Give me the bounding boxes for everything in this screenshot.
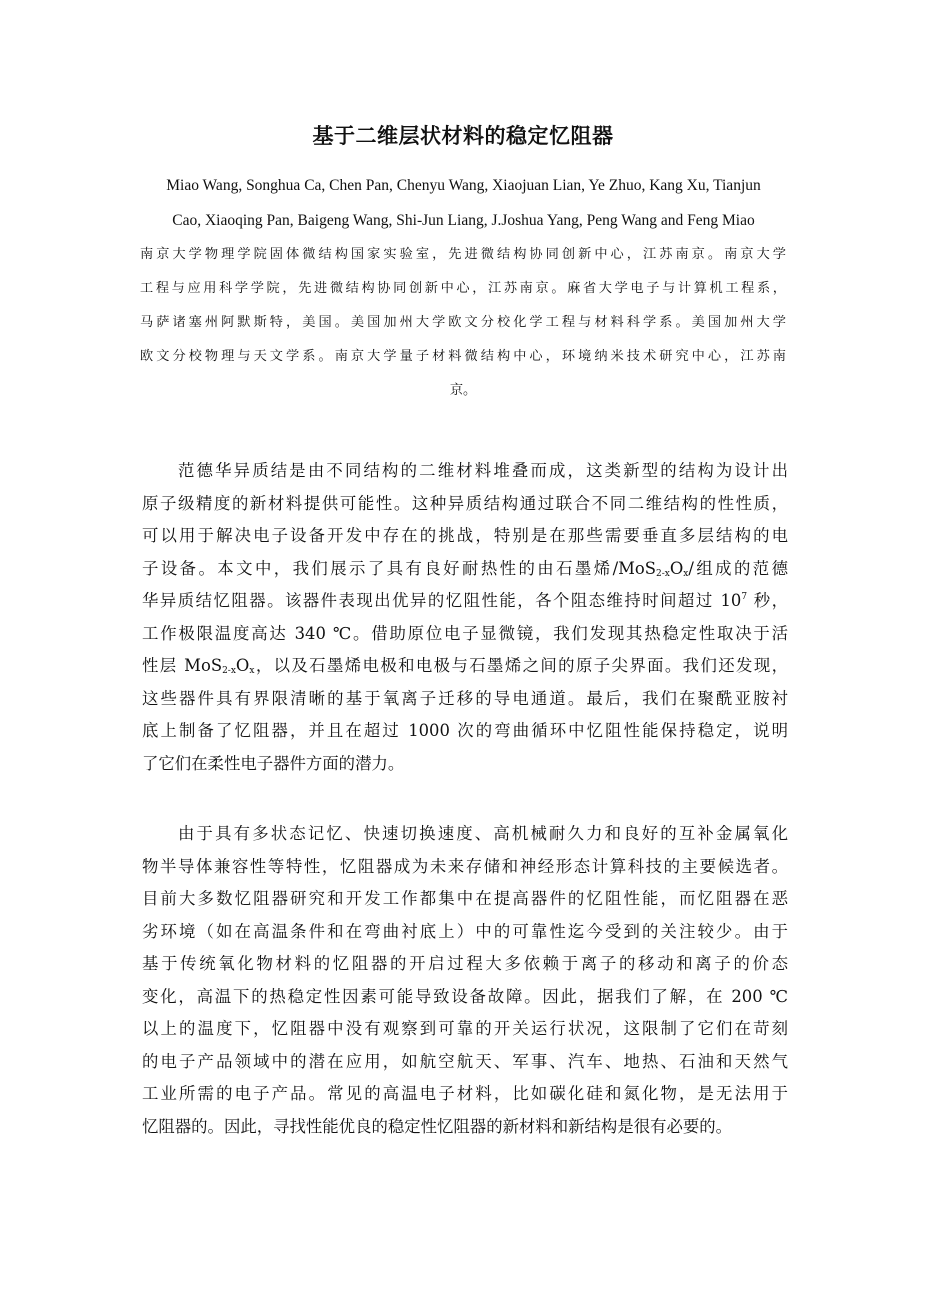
text-run: 华异质结忆阻器。该器件表现出优异的忆阻性能，各个阻态维持时间超过 10 <box>142 591 742 610</box>
paragraph-line: 原子级精度的新材料提供可能性。这种异质结构通过联合不同二维结构的性性质， <box>142 493 788 513</box>
subscript: x <box>683 568 689 579</box>
paragraph-line: 劣环境（如在高温条件和在弯曲衬底上）中的可靠性迄今受到的关注较少。由于 <box>142 921 788 941</box>
abstract-paragraph <box>142 455 788 780</box>
paragraph-line: 的电子产品领域中的潜在应用，如航空航天、军事、汽车、地热、石油和天然气 <box>142 1051 788 1071</box>
paragraph-line: 变化，高温下的热稳定性因素可能导致设备故障。因此，据我们了解，在 200 ℃ <box>142 986 788 1006</box>
document-title: 基于二维层状材料的稳定忆阻器 <box>312 124 614 148</box>
author-list <box>136 168 791 238</box>
affiliation-block <box>140 238 786 408</box>
affiliation-line: 欧文分校物理与天文学系。南京大学量子材料微结构中心，环境纳米技术研究中心，江苏南 <box>140 349 786 364</box>
paragraph-line: 可以用于解决电子设备开发中存在的挑战，特别是在那些需要垂直多层结构的电 <box>142 526 788 545</box>
paragraph-line: 工业所需的电子产品。常见的高温电子材料，比如碳化硅和氮化物，是无法用于 <box>142 1084 788 1103</box>
intro-paragraph <box>142 818 788 1143</box>
paragraph-line: 范德华异质结是由不同结构的二维材料堆叠而成，这类新型的结构为设计出 <box>178 461 788 480</box>
paragraph-line: 底上制备了忆阻器，并且在超过 1000 次的弯曲循环中忆阻性能保持稳定，说明 <box>142 721 788 740</box>
paragraph-line: 基于传统氧化物材料的忆阻器的开启过程大多依赖于离子的移动和离子的价态 <box>142 954 788 973</box>
superscript: 7 <box>741 592 748 602</box>
paragraph-line <box>142 650 788 683</box>
text-run: O <box>669 558 684 578</box>
paragraph-line: 忆阻器的。因此，寻找性能优良的稳定性忆阻器的新材料和新结构是很有必要的。 <box>142 1116 733 1136</box>
paragraph-line: 以上的温度下，忆阻器中没有观察到可靠的开关运行状况，这限制了它们在苛刻 <box>142 1019 788 1038</box>
subscript: 2-x <box>656 568 670 579</box>
paragraph-line <box>142 553 788 586</box>
paragraph-line: 这些器件具有界限清晰的基于氧离子迁移的导电通道。最后，我们在聚酰亚胺衬 <box>142 688 788 708</box>
text-run: /组成的范德 <box>688 558 788 578</box>
affiliation-line: 工程与应用科学学院，先进微结构协同创新中心，江苏南京。麻省大学电子与计算机工程系， <box>140 281 786 296</box>
subscript: x <box>249 666 255 676</box>
affiliation-line: 南京大学物理学院固体微结构国家实验室，先进微结构协同创新中心，江苏南京。南京大学 <box>140 247 786 262</box>
paragraph-line: 由于具有多状态记忆、快速切换速度、高机械耐久力和良好的互补金属氧化 <box>178 824 788 843</box>
text-run: 秒， <box>747 591 788 610</box>
paragraph-line: 了它们在柔性电子器件方面的潜力。 <box>142 753 405 773</box>
text-run: ，以及石墨烯电极和电极与石墨烯之间的原子尖界面。我们还发现， <box>254 656 788 675</box>
paragraph-line: 物半导体兼容性等特性，忆阻器成为未来存储和神经形态计算科技的主要候选者。 <box>142 856 788 876</box>
text-run: 子设备。本文中，我们展示了具有良好耐热性的由石墨烯/MoS <box>142 558 656 578</box>
author-line: Cao, Xiaoqing Pan, Baigeng Wang, Shi-Jun Liang, J.Joshua Yang, Peng Wang and Feng Miao <box>172 212 755 229</box>
text-run: O <box>235 656 250 675</box>
text-run: 性层 MoS <box>142 656 223 675</box>
subscript: 2-x <box>222 666 236 676</box>
affiliation-line: 马萨诸塞州阿默斯特，美国。美国加州大学欧文分校化学工程与材料科学系。美国加州大学 <box>140 315 786 330</box>
affiliation-line: 京。 <box>449 383 477 398</box>
author-line: Miao Wang, Songhua Ca, Chen Pan, Chenyu Wang, Xiaojuan Lian, Ye Zhuo, Kang Xu, Tianjun <box>166 177 761 194</box>
paragraph-line <box>142 585 788 618</box>
paragraph-line: 目前大多数忆阻器研究和开发工作都集中在提高器件的忆阻性能，而忆阻器在恶 <box>142 889 788 908</box>
paragraph-line: 工作极限温度高达 340 ℃。借助原位电子显微镜，我们发现其热稳定性取决于活 <box>142 623 788 643</box>
